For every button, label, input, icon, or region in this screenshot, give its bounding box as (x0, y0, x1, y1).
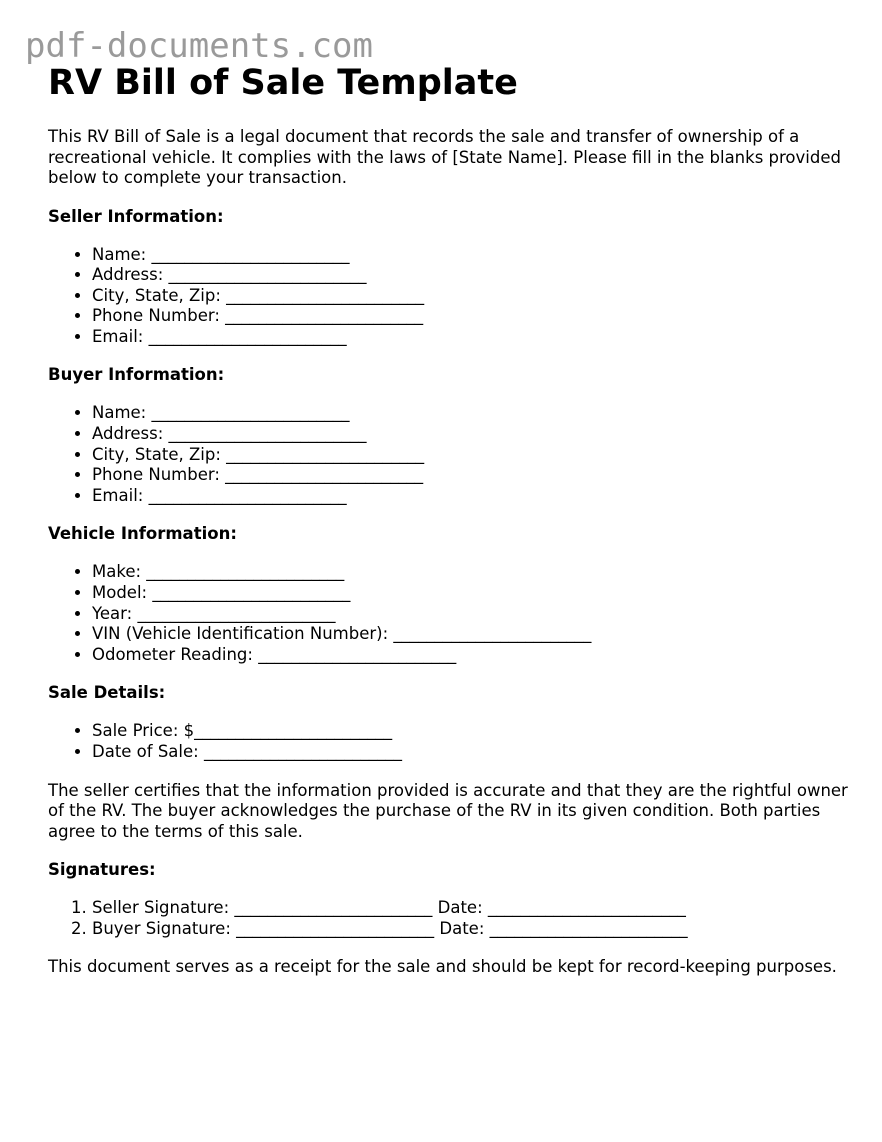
seller-field-name: • Name: ________________________ (92, 245, 848, 266)
buyer-field-list (48, 403, 848, 506)
seller-field-phone: • Phone Number: ________________________ (92, 306, 848, 327)
blank-line: ________________________ (137, 603, 336, 623)
sale-field-price: • Sale Price: $________________________ (92, 721, 848, 742)
buyer-field-name: • Name: ________________________ (92, 403, 848, 424)
vehicle-field-make: • Make: ________________________ (92, 562, 848, 583)
seller-field-list (48, 245, 848, 348)
vehicle-field-year: • Year: ________________________ (92, 604, 848, 625)
blank-line: ________________________ (194, 721, 393, 741)
intro-paragraph: This RV Bill of Sale is a legal document that records the sale and transfer of ownership of a recreational vehicle. It complies with the laws of [State Name]. Please fill in the blanks provided below to complete your transaction. (48, 127, 841, 187)
blank-line: ________________________ (148, 326, 347, 346)
blank-line: ________________________ (487, 898, 686, 918)
seller-field-email: • Email: ________________________ (92, 327, 848, 348)
sale-heading: Sale Details: (48, 683, 166, 703)
blank-line: ________________________ (151, 244, 350, 264)
blank-line: ________________________ (152, 583, 351, 603)
blank-line: ________________________ (226, 285, 425, 305)
seller-field-address: • Address: ________________________ (92, 265, 848, 286)
blank-line: ________________________ (393, 624, 592, 644)
buyer-field-address: • Address: ________________________ (92, 424, 848, 445)
blank-line: ________________________ (168, 424, 367, 444)
blank-line: ________________________ (151, 403, 350, 423)
blank-line: ________________________ (148, 485, 347, 505)
blank-line: ________________________ (226, 444, 425, 464)
closing-paragraph: This document serves as a receipt for the sale and should be kept for record-keeping purposes. (48, 957, 837, 977)
vehicle-field-list (48, 562, 848, 665)
seller-signature-line: 1. Seller Signature: ________________________ Date: ________________________ (92, 898, 848, 919)
vehicle-field-odometer: • Odometer Reading: ________________________ (92, 645, 848, 666)
blank-line: ________________________ (168, 265, 367, 285)
document-title: RV Bill of Sale Template (48, 63, 518, 103)
vehicle-field-vin: • VIN (Vehicle Identification Number): ________________________ (92, 624, 848, 645)
vehicle-field-model: • Model: ________________________ (92, 583, 848, 604)
sale-field-date: • Date of Sale: ________________________ (92, 742, 848, 763)
buyer-field-email: • Email: ________________________ (92, 486, 848, 507)
signatures-heading: Signatures: (48, 860, 156, 880)
sale-field-list (48, 721, 848, 762)
blank-line: ________________________ (203, 742, 402, 761)
signature-list (48, 898, 848, 939)
blank-line: ________________________ (234, 898, 433, 918)
seller-heading: Seller Information: (48, 206, 224, 226)
buyer-heading: Buyer Information: (48, 365, 225, 385)
blank-line: ________________________ (489, 918, 688, 938)
certification-paragraph: The seller certifies that the information provided is accurate and that they are the rightful owner of the RV. The buyer acknowledges the purchase of the RV in its given condition. Both parties agree to the terms of this sale. (48, 780, 848, 841)
blank-line: ________________________ (225, 306, 424, 326)
buyer-signature-line: 2. Buyer Signature: ________________________ Date: ________________________ (92, 919, 848, 940)
buyer-field-phone: • Phone Number: ________________________ (92, 465, 848, 486)
buyer-field-city-state-zip: • City, State, Zip: ________________________ (92, 445, 848, 466)
blank-line: ________________________ (236, 918, 435, 938)
vehicle-heading: Vehicle Information: (48, 524, 237, 544)
watermark-text: pdf-documents.com (25, 26, 373, 66)
seller-field-city-state-zip: • City, State, Zip: ________________________ (92, 286, 848, 307)
document-page (48, 60, 848, 978)
blank-line: ________________________ (258, 644, 457, 664)
blank-line: ________________________ (146, 562, 345, 582)
blank-line: ________________________ (225, 465, 424, 485)
